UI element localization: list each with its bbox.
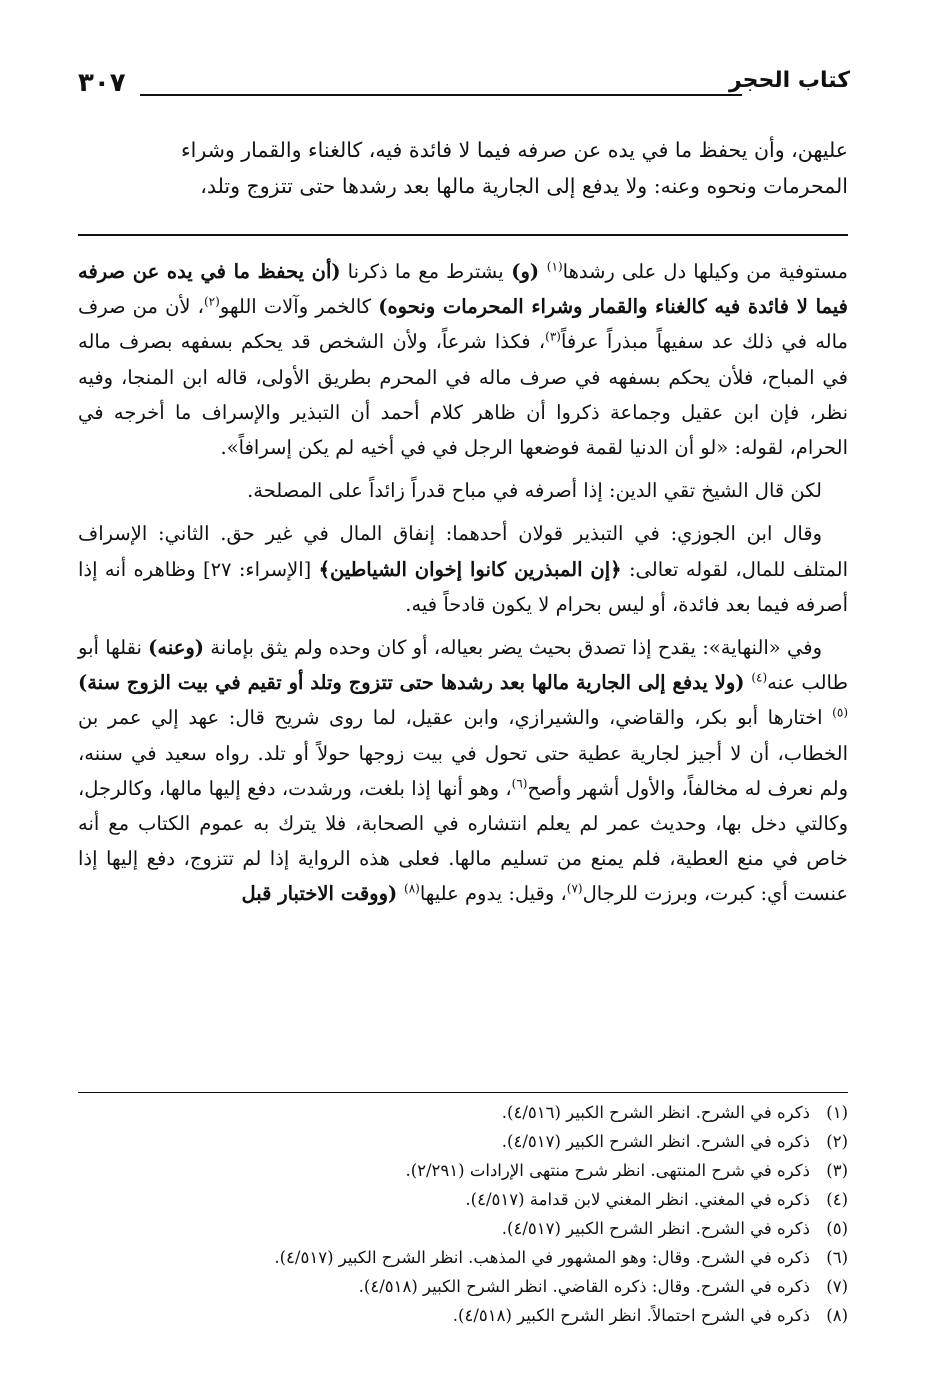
- bold-run: (ووقت الاختبار قبل: [241, 882, 405, 906]
- text-run: يشترط مع ما ذكرنا: [340, 260, 504, 283]
- footnote-item: [78, 1243, 848, 1272]
- text-run: ، لأن من صرف ماله في ذلك عد سفيهاً مبذراً عرفاً: [78, 295, 848, 354]
- text-run: وقال ابن الجوزي: في التبذير قولان أحدهما: إنفاق المال في غير حق. الثاني: الإسراف المتلف للمال، لقوله تعالى:: [78, 522, 848, 581]
- sharh-paragraph: [78, 254, 848, 465]
- footnote-item: [78, 1301, 848, 1330]
- text-run: وفي «النهاية»: يقدح إذا تصدق بحيث يضر بعياله، أو كان وحده ولم يثق بإمانة: [204, 636, 823, 660]
- bold-run: (ولا يدفع إلى الجارية مالها بعد رشدها حتى تتزوج وتلد أو تقيم في بيت الزوج سنة): [78, 671, 752, 695]
- text-run: ، وهو أنها إذا بلغت، ورشدت، دفع إليها مالها، وكالرجل، وكالتي دخل بها، وحديث عمر لم يعلم انتشاره في الصحابة، فلا يترك به عموم الكتاب مع أنه خاص في منع العطية، فلم يمنع من تسليم مالها. فعلى هذه الرواية إذا لم تتزوج، دفع إليها إذا عنست أي: كبرت، وبرزت للرجال: [78, 776, 848, 906]
- footnote-ref[interactable]: (٣): [545, 329, 561, 344]
- footnote-number: (٦): [826, 1248, 848, 1267]
- footnotes-list: [78, 1098, 848, 1330]
- footnote-text: ذكره في شرح المنتهى. انظر شرح منتهى الإرادات (٢/٢٩١).: [405, 1161, 810, 1180]
- footnote-item: [78, 1127, 848, 1156]
- sharh-paragraph: [78, 630, 848, 912]
- footnote-item: [78, 1098, 848, 1127]
- text-run: كالخمر وآلات اللهو: [219, 295, 379, 319]
- footnote-ref[interactable]: (٨): [404, 881, 420, 896]
- footnote-text: ذكره في الشرح. انظر الشرح الكبير (٤/٥١٦).: [501, 1103, 810, 1122]
- footnote-number: (٨): [826, 1306, 848, 1325]
- page-header: [78, 68, 850, 108]
- footnote-ref[interactable]: (١): [546, 259, 563, 274]
- footnote-item: [78, 1156, 848, 1185]
- footnote-text: ذكره في المغني. انظر المغني لابن قدامة (٤/٥١٧).: [465, 1190, 810, 1209]
- footnote-text: ذكره في الشرح. انظر الشرح الكبير (٤/٥١٧).: [501, 1132, 810, 1151]
- footnote-number: (١): [826, 1103, 848, 1122]
- footnote-item: [78, 1214, 848, 1243]
- text-run: [الإسراء: ٢٧] وظاهره أنه إذا أصرفه فيما بعد فائدة، أو ليس بحرام لا يكون قادحاً فيه.: [78, 557, 848, 616]
- bold-run: (أن يحفظ ما في يده عن صرفه فيما لا فائدة فيه كالغناء والقمار وشراء المحرمات ونحوه): [78, 260, 849, 319]
- text-run: ، وقيل: يدوم عليها: [419, 882, 567, 906]
- matn-line: المحرمات ونحوه وعنه: ولا يدفع إلى الجارية مالها بعد رشدها حتى تتزوج وتلد،: [200, 174, 848, 198]
- sharh-text: [78, 254, 848, 920]
- footnote-text: ذكره في الشرح. وقال: ذكره القاضي. انظر الشرح الكبير (٤/٥١٨).: [358, 1277, 810, 1296]
- footnote-ref[interactable]: (٢): [203, 294, 220, 309]
- footnote-number: (٢): [826, 1132, 848, 1151]
- bold-run: (و): [503, 260, 547, 283]
- footnote-ref[interactable]: (٤): [751, 670, 768, 685]
- matn-line: عليهن، وأن يحفظ ما في يده عن صرفه فيما لا فائدة فيه، كالغناء والقمار وشراء: [181, 138, 848, 162]
- footnote-number: (٣): [826, 1161, 848, 1180]
- footnote-number: (٧): [826, 1277, 848, 1296]
- footnote-ref[interactable]: (٧): [566, 881, 583, 896]
- matn-text: [78, 132, 848, 204]
- footnote-item: [78, 1185, 848, 1214]
- quran-verse: ﴿إن المبذرين كانوا إخوان الشياطين﴾: [318, 557, 622, 581]
- footnote-separator: [78, 1092, 848, 1093]
- footnote-text: ذكره في الشرح. وقال: وهو المشهور في المذهب. انظر الشرح الكبير (٤/٥١٧).: [274, 1248, 810, 1267]
- footnote-ref[interactable]: (٦): [511, 776, 528, 791]
- footnote-item: [78, 1272, 848, 1301]
- text-run: نقلها أبو طالب عنه: [78, 636, 848, 695]
- text-run: مستوفية من وكيلها دل على رشدها: [562, 260, 849, 283]
- footnote-text: ذكره في الشرح احتمالاً. انظر الشرح الكبير (٤/٥١٨).: [452, 1306, 810, 1325]
- sharh-paragraph: لكن قال الشيخ تقي الدين: إذا أصرفه في مباح قدراً زائداً على المصلحة.: [247, 479, 822, 503]
- bold-run: (وعنه): [148, 636, 204, 660]
- matn-separator: [78, 234, 848, 236]
- footnote-number: (٥): [826, 1219, 848, 1238]
- footnote-text: ذكره في الشرح. انظر الشرح الكبير (٤/٥١٧).: [501, 1219, 810, 1238]
- footnote-ref[interactable]: (٥): [832, 705, 848, 720]
- footnote-number: (٤): [826, 1190, 848, 1209]
- page-number: ٣٠٧: [78, 68, 126, 98]
- text-run: ، فكذا شرعاً، ولأن الشخص قد يحكم بسفهه بصرف ماله في المباح، فلأن يحكم بسفهه في صرف ماله في المحرم بطريق الأولى، قاله ابن المنجا، وفيه نظر، فإن ابن عقيل وجماعة ذكروا أن ظاهر كلام أحمد أن التبذير والإسراف ما أخرجه في الحرام، لقوله: «لو أن الدنيا لقمة فوضعها الرجل في في أخيه لم يكن إسرافاً».: [78, 330, 848, 460]
- text-run: اختارها أبو بكر، والقاضي، والشيرازي، وابن عقيل، لما روى شريح قال: عهد إلي عمر بن الخطاب، أن لا أجيز لجارية عطية حتى تحول في بيت زوجها حولاً أو تلد. رواه سعيد في سننه، ولم نعرف له مخالفاً، والأول أشهر وأصح: [78, 706, 848, 800]
- header-rule: [140, 94, 742, 96]
- running-title: كتاب الحجر: [729, 68, 850, 93]
- sharh-paragraph: [78, 516, 848, 622]
